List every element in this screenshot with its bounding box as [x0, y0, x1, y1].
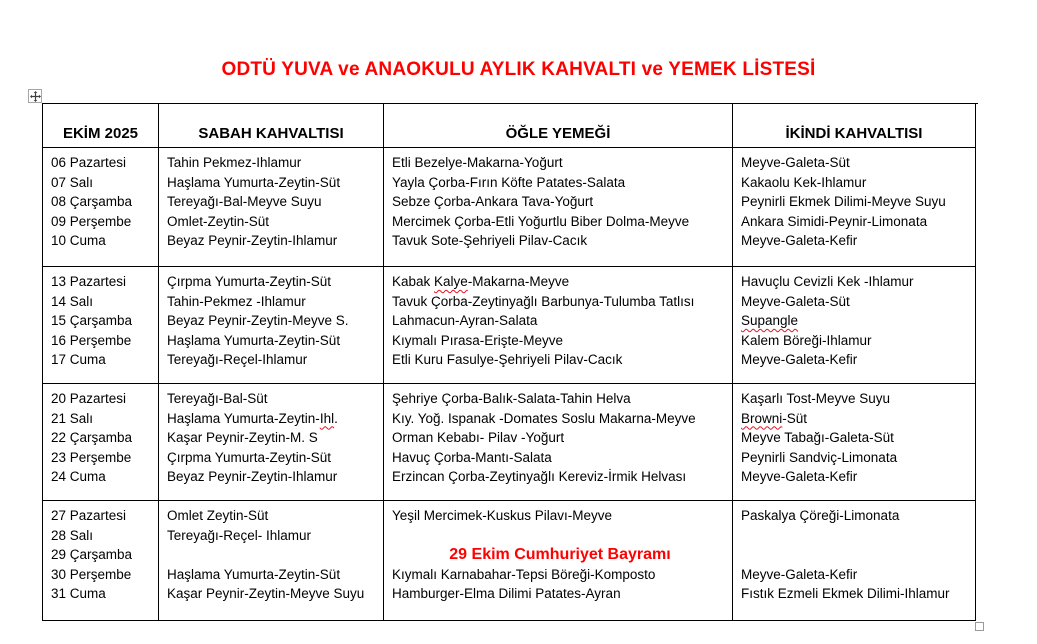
- week3-lunch-cell[interactable]: [384, 384, 733, 501]
- menu-line: [741, 545, 971, 565]
- menu-line: Ankara Simidi-Peynir-Limonata: [741, 213, 928, 229]
- menu-line: Beyaz Peynir-Zeytin-Ihlamur: [167, 233, 338, 248]
- menu-line: Etli Kuru Fasulye-Şehriyeli Pilav-Cacık: [392, 352, 623, 367]
- table-resize-handle[interactable]: [975, 622, 984, 631]
- menu-line: Meyve-Galeta-Kefir: [741, 566, 858, 582]
- week2-dates-cell[interactable]: [43, 267, 159, 384]
- misspelled-word: Browni: [741, 410, 783, 426]
- page-title[interactable]: ODTÜ YUVA ve ANAOKULU AYLIK KAHVALTI ve YEMEK LİSTESİ: [221, 59, 816, 80]
- menu-line: Havuçlu Cevizli Kek -Ihlamur: [741, 274, 914, 289]
- holiday-note: 29 Ekim Cumhuriyet Bayramı: [449, 546, 671, 563]
- week4-snack-cell[interactable]: [733, 501, 976, 621]
- menu-line: Kıymalı Pırasa-Erişte-Meyve: [392, 332, 564, 348]
- menu-line: Etli Bezelye-Makarna-Yoğurt: [392, 155, 563, 170]
- menu-line: Havuç Çorba-Mantı-Salata: [392, 449, 552, 465]
- menu-line: Omlet Zeytin-Süt: [167, 508, 269, 523]
- menu-line: Şehriye Çorba-Balık-Salata-Tahin Helva: [392, 391, 631, 406]
- menu-line: Haşlama Yumurta-Zeytin-Süt: [167, 174, 341, 190]
- week1-snack-cell[interactable]: [733, 148, 976, 267]
- week4-breakfast-cell[interactable]: [159, 501, 384, 621]
- menu-line: Orman Kebabı- Pilav -Yoğurt: [392, 430, 565, 445]
- date-line: 20 Pazartesi: [51, 391, 127, 406]
- date-line: 29 Çarşamba: [51, 547, 133, 562]
- menu-line: Haşlama Yumurta-Zeytin-Ihl.: [167, 410, 338, 426]
- date-line: 14 Salı: [51, 293, 94, 309]
- menu-line: Sebze Çorba-Ankara Tava-Yoğurt: [392, 194, 594, 209]
- menu-line: Meyve-Galeta-Süt: [741, 293, 850, 309]
- menu-line: Tereyağı-Bal-Meyve Suyu: [167, 194, 322, 209]
- misspelled-word: Ihl: [319, 410, 335, 426]
- menu-line: Tahin Pekmez-Ihlamur: [167, 155, 302, 170]
- date-line: 30 Perşembe: [51, 566, 132, 582]
- week1-dates-cell[interactable]: [43, 148, 159, 267]
- header-cell-2[interactable]: SABAH KAHVALTISI: [159, 104, 384, 148]
- menu-line: Beyaz Peynir-Zeytin-Meyve S.: [167, 313, 349, 328]
- week1-lunch-cell[interactable]: [384, 148, 733, 267]
- menu-line: Hamburger-Elma Dilimi Patates-Ayran: [392, 586, 621, 601]
- week3-snack-cell[interactable]: [733, 384, 976, 501]
- menu-table: [42, 103, 978, 621]
- menu-line: Meyve Tabağı-Galeta-Süt: [741, 430, 894, 445]
- menu-line: Peynirli Ekmek Dilimi-Meyve Suyu: [741, 194, 946, 209]
- menu-line: [741, 526, 971, 546]
- week2-breakfast-cell[interactable]: [159, 267, 384, 384]
- menu-line: Kıymalı Karnabahar-Tepsi Böreği-Komposto: [392, 566, 656, 582]
- menu-line: [392, 526, 728, 546]
- menu-line: Haşlama Yumurta-Zeytin-Süt: [167, 566, 341, 582]
- misspelled-word: Kalye: [434, 274, 468, 289]
- menu-line: Çırpma Yumurta-Zeytin-Süt: [167, 449, 332, 465]
- menu-line: Kaşar Peynir-Zeytin-M. S: [167, 430, 318, 445]
- menu-line: Tereyağı-Reçel- Ihlamur: [167, 527, 312, 543]
- menu-line: Omlet-Zeytin-Süt: [167, 213, 270, 229]
- header-cell-3[interactable]: ÖĞLE YEMEĞİ: [384, 104, 733, 148]
- menu-line: [741, 311, 971, 331]
- week3-breakfast-cell[interactable]: [159, 384, 384, 501]
- menu-line: Kabak Kalye-Makarna-Meyve: [392, 274, 570, 289]
- menu-line: Tavuk Çorba-Zeytinyağlı Barbunya-Tulumba Tatlısı: [392, 293, 695, 309]
- week4-lunch-cell[interactable]: [384, 501, 733, 621]
- menu-line: Tavuk Sote-Şehriyeli Pilav-Cacık: [392, 233, 588, 248]
- week3-dates-cell[interactable]: [43, 384, 159, 501]
- menu-line: Kıy. Yoğ. Ispanak -Domates Soslu Makarna-Meyve: [392, 410, 696, 426]
- date-line: 16 Perşembe: [51, 332, 132, 348]
- menu-line: Haşlama Yumurta-Zeytin-Süt: [167, 332, 341, 348]
- menu-line: Yeşil Mercimek-Kuskus Pilavı-Meyve: [392, 508, 613, 523]
- date-line: 08 Çarşamba: [51, 194, 133, 209]
- menu-line: Kaşar Peynir-Zeytin-Meyve Suyu: [167, 586, 365, 601]
- date-line: 24 Cuma: [51, 469, 106, 484]
- header-cell-4[interactable]: İKİNDİ KAHVALTISI: [733, 104, 976, 148]
- menu-line: Paskalya Çöreği-Limonata: [741, 508, 900, 523]
- date-line: 22 Çarşamba: [51, 430, 133, 445]
- date-line: 28 Salı: [51, 527, 94, 543]
- week2-snack-cell[interactable]: [733, 267, 976, 384]
- date-line: 21 Salı: [51, 410, 94, 426]
- menu-line: Erzincan Çorba-Zeytinyağlı Kereviz-İrmik Helvası: [392, 469, 687, 484]
- menu-line: Kaşarlı Tost-Meyve Suyu: [741, 391, 891, 406]
- table-move-handle[interactable]: [28, 89, 42, 103]
- date-line: 09 Perşembe: [51, 213, 132, 229]
- menu-line: Meyve-Galeta-Kefir: [741, 469, 858, 484]
- menu-line: Meyve-Galeta-Süt: [741, 155, 850, 170]
- menu-line: Tereyağı-Bal-Süt: [167, 391, 268, 406]
- date-line: 15 Çarşamba: [51, 313, 133, 328]
- menu-line: Kakaolu Kek-Ihlamur: [741, 174, 867, 190]
- menu-line: Yayla Çorba-Fırın Köfte Patates-Salata: [392, 174, 626, 190]
- menu-line: Çırpma Yumurta-Zeytin-Süt: [167, 274, 332, 289]
- date-line: 23 Perşembe: [51, 449, 132, 465]
- date-line: 13 Pazartesi: [51, 274, 127, 289]
- date-line: 17 Cuma: [51, 352, 106, 367]
- date-line: 06 Pazartesi: [51, 155, 127, 170]
- menu-line: [167, 545, 379, 565]
- menu-line: Mercimek Çorba-Etli Yoğurtlu Biber Dolma-Meyve: [392, 213, 690, 229]
- menu-line: Browni-Süt: [741, 410, 808, 426]
- date-line: 10 Cuma: [51, 233, 106, 248]
- header-cell-1[interactable]: EKİM 2025: [43, 104, 159, 148]
- menu-line: Tahin-Pekmez -Ihlamur: [167, 293, 306, 309]
- misspelled-word: Supangle: [741, 313, 799, 328]
- week1-breakfast-cell[interactable]: [159, 148, 384, 267]
- menu-line: Tereyağı-Reçel-Ihlamur: [167, 352, 308, 367]
- menu-line: Fıstık Ezmeli Ekmek Dilimi-Ihlamur: [741, 586, 950, 601]
- date-line: 31 Cuma: [51, 586, 106, 601]
- menu-line: Beyaz Peynir-Zeytin-Ihlamur: [167, 469, 338, 484]
- week4-dates-cell[interactable]: [43, 501, 159, 621]
- menu-line: Meyve-Galeta-Kefir: [741, 233, 858, 248]
- menu-line: Kalem Böreği-Ihlamur: [741, 332, 872, 348]
- move-arrows-icon: [30, 91, 41, 102]
- week2-lunch-cell[interactable]: [384, 267, 733, 384]
- menu-line: Peynirli Sandviç-Limonata: [741, 449, 898, 465]
- menu-line: Lahmacun-Ayran-Salata: [392, 313, 538, 328]
- date-line: 27 Pazartesi: [51, 508, 127, 523]
- date-line: 07 Salı: [51, 174, 94, 190]
- menu-line: Meyve-Galeta-Kefir: [741, 352, 858, 367]
